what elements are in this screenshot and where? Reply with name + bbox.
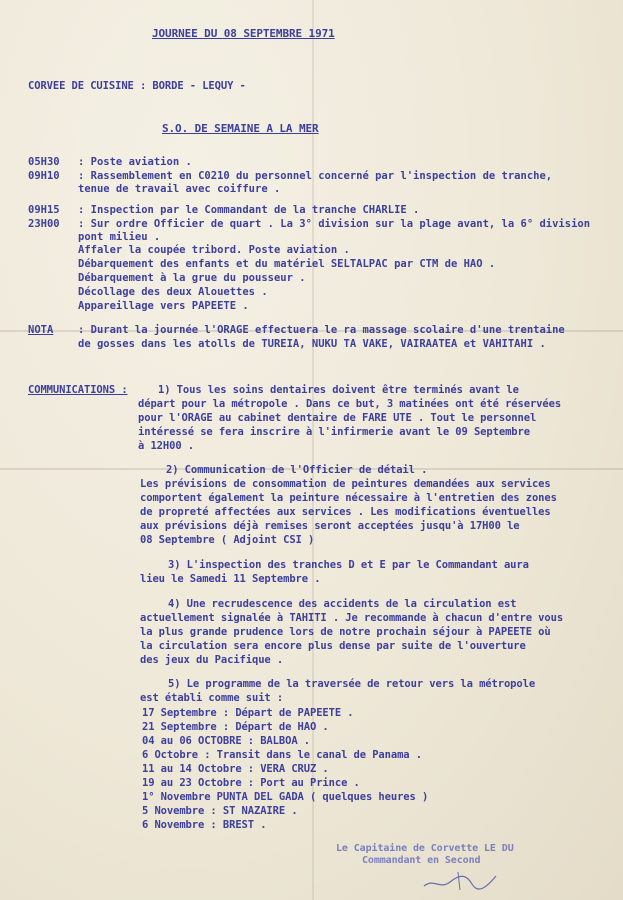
comm-line: la plus grande prudence lors de notre prochain séjour à PAPEETE où	[140, 626, 551, 638]
communications-label: COMMUNICATIONS :	[28, 384, 128, 396]
schedule-line: pont milieu .	[78, 231, 161, 243]
itinerary-line: 17 Septembre : Départ de PAPEETE .	[142, 707, 354, 719]
itinerary-line: 5 Novembre : ST NAZAIRE .	[142, 805, 298, 817]
schedule-time: 09H15	[28, 204, 60, 216]
schedule-line: : Poste aviation .	[78, 156, 192, 168]
so-heading: S.O. DE SEMAINE A LA MER	[162, 122, 319, 135]
comm-line: 08 Septembre ( Adjoint CSI )	[140, 534, 315, 546]
comm-line: 2) Communication de l'Officier de détail .	[166, 464, 428, 476]
itinerary-line: 6 Novembre : BREST .	[142, 819, 267, 831]
comm-line: des jeux du Pacifique .	[140, 654, 284, 666]
corvee-line: CORVEE DE CUISINE : BORDE - LEQUY -	[28, 80, 246, 92]
comm-line: 4) Une recrudescence des accidents de la circulation est	[168, 598, 517, 610]
handwritten-signature	[420, 868, 500, 892]
comm-line: lieu le Samedi 11 Septembre .	[140, 573, 321, 585]
schedule-line: Débarquement des enfants et du matériel SELTALPAC par CTM de HAO .	[78, 258, 496, 270]
comm-line: départ pour la métropole . Dans ce but, 3 matinées ont été réservées	[138, 398, 562, 410]
schedule-line: Débarquement à la grue du pousseur .	[78, 272, 306, 284]
comm-line: pour l'ORAGE au cabinet dentaire de FARE UTE . Tout le personnel	[138, 412, 537, 424]
schedule-line: : Rassemblement en C0210 du personnel concerné par l'inspection de tranche,	[78, 170, 553, 182]
comm-line: Les prévisions de consommation de peintures demandées aux services	[140, 478, 551, 490]
nota-label: NOTA	[28, 324, 54, 336]
schedule-line: tenue de travail avec coiffure .	[78, 183, 281, 195]
itinerary-line: 19 au 23 Octobre : Port au Prince .	[142, 777, 360, 789]
comm-line: 3) L'inspection des tranches D et E par le Commandant aura	[168, 559, 529, 571]
schedule-time: 23H00	[28, 218, 60, 230]
signature-name: Le Capitaine de Corvette LE DU	[336, 843, 514, 854]
itinerary-line: 11 au 14 Octobre : VERA CRUZ .	[142, 763, 329, 775]
comm-line: 5) Le programme de la traversée de retour vers la métropole	[168, 678, 536, 690]
comm-line: est établi comme suit :	[140, 692, 284, 704]
comm-line: comportent également la peinture nécessaire à l'entretien des zones	[140, 492, 557, 504]
comm-line: de propreté affectées aux services . Les modifications éventuelles	[140, 506, 551, 518]
itinerary-line: 21 Septembre : Départ de HAO .	[142, 721, 329, 733]
schedule-line: : Inspection par le Commandant de la tranche CHARLIE .	[78, 204, 420, 216]
schedule-line: Affaler la coupée tribord. Poste aviation .	[78, 244, 350, 256]
comm-line: intéressé se fera inscrire à l'infirmerie avant le 09 Septembre	[138, 426, 530, 438]
comm-line: 1) Tous les soins dentaires doivent être terminés avant le	[158, 384, 519, 396]
comm-line: la circulation sera encore plus dense par suite de l'ouverture	[140, 640, 526, 652]
itinerary-line: 04 au 06 OCTOBRE : BALBOA .	[142, 735, 310, 747]
nota-line: : Durant la journée l'ORAGE effectuera le ra massage scolaire d'une trentaine	[78, 324, 565, 336]
itinerary-line: 1° Novembre PUNTA DEL GADA ( quelques heures )	[142, 791, 429, 803]
comm-line: à 12H00 .	[138, 440, 194, 452]
itinerary-line: 6 Octobre : Transit dans le canal de Panama .	[142, 749, 422, 761]
schedule-time: 05H30	[28, 156, 60, 168]
schedule-line: Décollage des deux Alouettes .	[78, 286, 268, 298]
page-title: JOURNEE DU 08 SEPTEMBRE 1971	[152, 27, 335, 40]
schedule-line: Appareillage vers PAPEETE .	[78, 300, 249, 312]
comm-line: aux prévisions déjà remises seront acceptées jusqu'à 17H00 le	[140, 520, 520, 532]
nota-line: de gosses dans les atolls de TUREIA, NUKU TA VAKE, VAIRAATEA et VAHITAHI .	[78, 338, 546, 350]
comm-line: actuellement signalée à TAHITI . Je recommande à chacun d'entre vous	[140, 612, 564, 624]
schedule-time: 09H10	[28, 170, 60, 182]
signature-title: Commandant en Second	[362, 855, 481, 866]
schedule-line: : Sur ordre Officier de quart . La 3° division sur la plage avant, la 6° division	[78, 218, 591, 230]
